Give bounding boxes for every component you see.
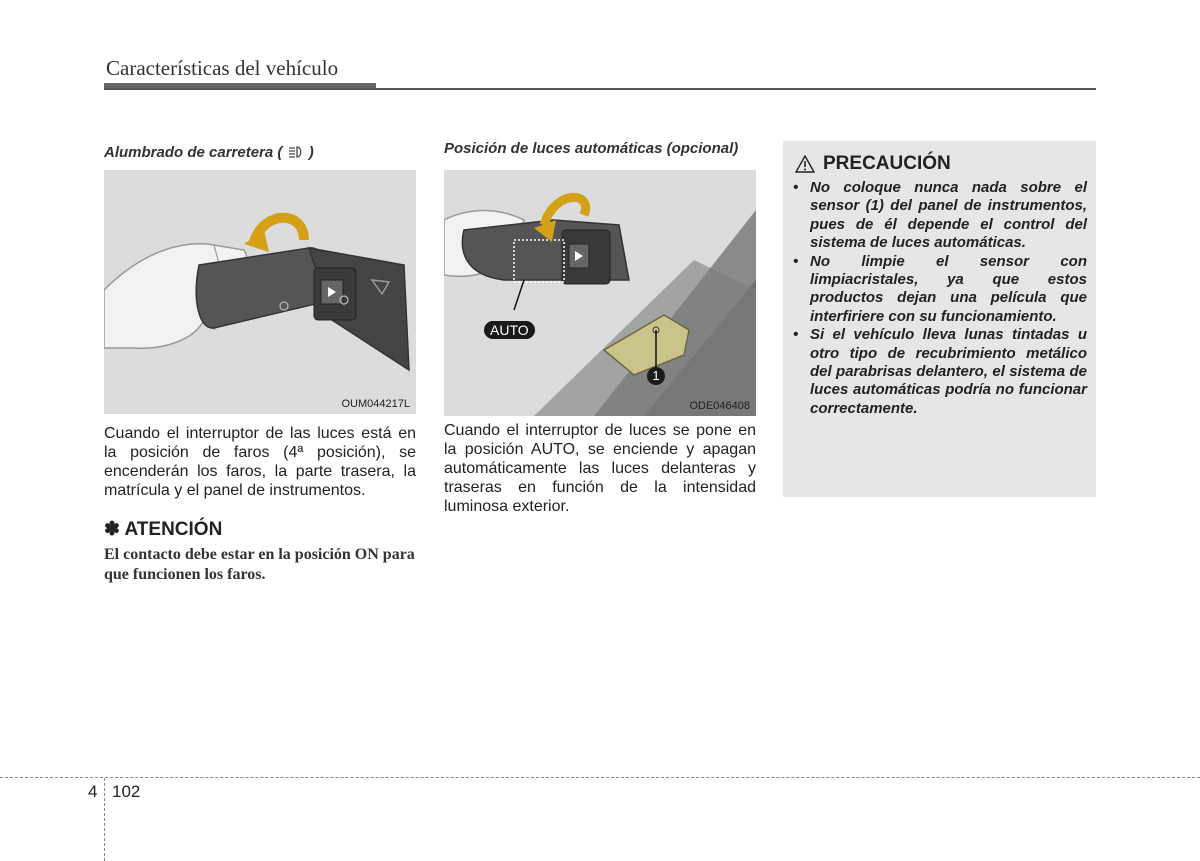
auto-switch-illustration	[444, 170, 756, 416]
high-beam-heading	[104, 143, 416, 162]
page-header-title: Características del vehículo	[106, 56, 339, 80]
high-beam-icon	[287, 145, 305, 159]
sensor-callout: 1	[647, 367, 665, 385]
caution-list	[793, 179, 1087, 418]
footer-divider	[0, 777, 1200, 778]
attention-title: ATENCIÓN	[124, 519, 223, 540]
caution-heading	[795, 153, 951, 175]
auto-light-paragraph: Cuando el interruptor de luces se pone en la posición AUTO, se enciende y apagan automáticamente las luces delanteras y traseras en función de la intensidad luminosa exterior.	[444, 422, 756, 515]
footer-margin-line	[104, 778, 105, 861]
caution-item: • No limpie el sensor con limpiacristales, ya que estos productos dejan una película que interfiriere con su funcionamiento.	[793, 252, 1087, 325]
warning-triangle-icon	[795, 155, 815, 173]
caution-item: • No coloque nunca nada sobre el sensor (1) del panel de instrumentos, pues de él depende el control del sistema de luces automáticas.	[793, 179, 1087, 252]
auto-light-figure	[444, 170, 756, 416]
header-divider	[104, 88, 1096, 90]
attention-symbol-icon: ✽	[104, 519, 120, 540]
middle-column	[444, 139, 756, 516]
headlight-stalk-illustration	[104, 170, 416, 414]
auto-label-badge: AUTO	[484, 321, 535, 339]
attention-text: El contacto debe estar en la posición ON para que funcionen los faros.	[104, 546, 415, 583]
auto-light-heading: Posición de luces automáticas (opcional)	[444, 140, 739, 157]
caution-title: PRECAUCIÓN	[823, 153, 951, 174]
page-number: 102	[112, 782, 141, 801]
high-beam-paragraph: Cuando el interruptor de las luces está en la posición de faros (4ª posición), se encenderán los faros, la parte trasera, la matrícula y el panel de instrumentos.	[104, 425, 416, 499]
chapter-number: 4	[88, 782, 98, 801]
left-column	[104, 143, 416, 585]
caution-item: • Si el vehículo lleva lunas tintadas u otro tipo de recubrimiento metálico del parabrisas delantero, el sistema de luces automáticas podría no funcionar correctamente.	[793, 326, 1087, 417]
figure-code: OUM044217L	[341, 398, 410, 410]
high-beam-heading-end: )	[308, 144, 314, 161]
high-beam-heading-text: Alumbrado de carretera (	[104, 144, 283, 161]
caution-box	[783, 141, 1096, 497]
attention-heading	[104, 518, 416, 541]
high-beam-figure	[104, 170, 416, 414]
figure-code: ODE046408	[689, 400, 750, 412]
